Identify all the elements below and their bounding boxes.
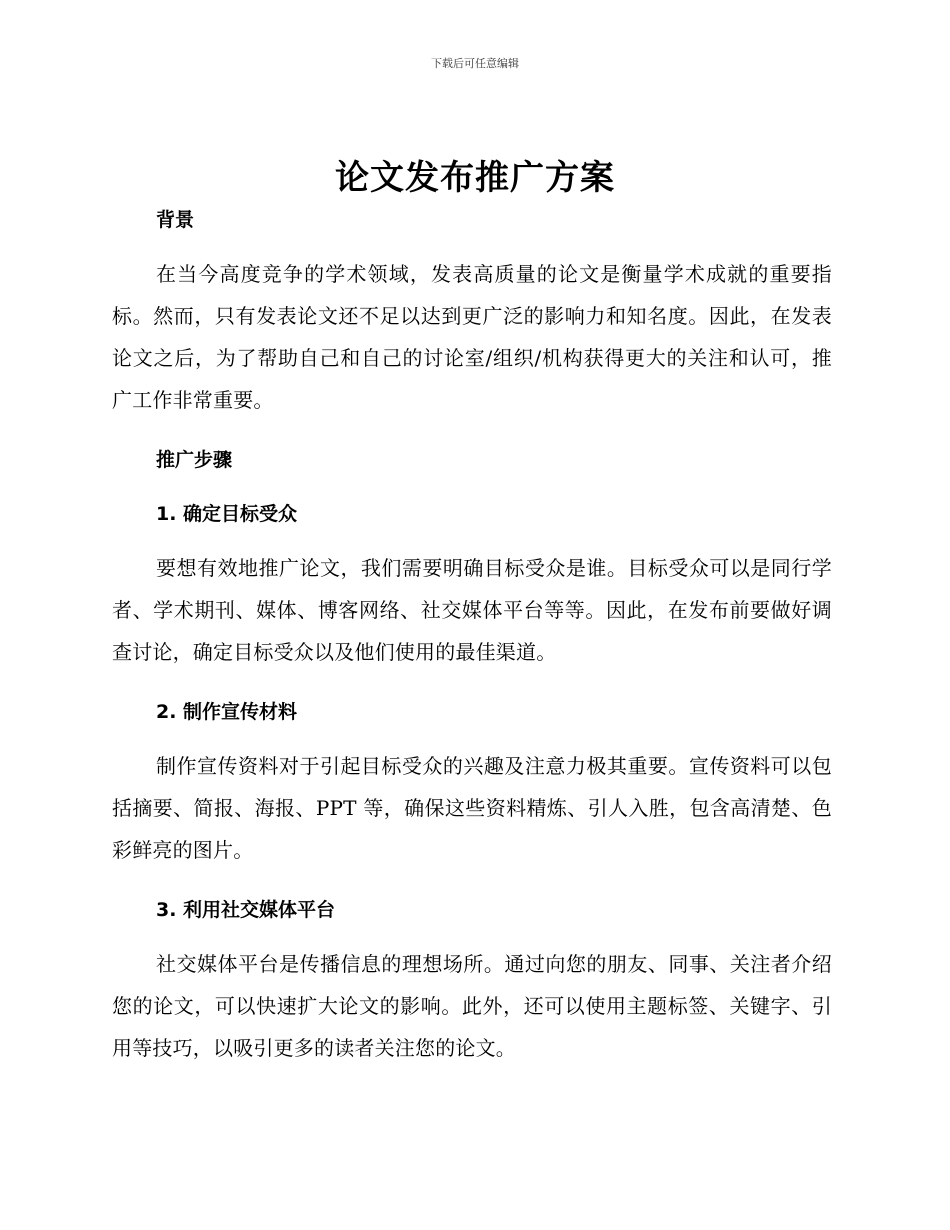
document-body bbox=[112, 205, 832, 1069]
step-heading-2: 2. 制作宣传材料 bbox=[156, 701, 298, 723]
document-title: 论文发布推广方案 bbox=[335, 158, 615, 198]
paragraph-step-2: 制作宣传资料对于引起目标受众的兴趣及注意力极其重要。宣传资料可以包括摘要、简报、海报、PPT 等，确保这些资料精炼、引人入胜，包含高清楚、色彩鲜亮的图片。 bbox=[112, 754, 832, 862]
paragraph-background: 在当今高度竞争的学术领域，发表高质量的论文是衡量学术成就的重要指标。然而，只有发表论文还不足以达到更广泛的影响力和知名度。因此，在发表论文之后，为了帮助自己和自己的讨论室/组织/机构获得更大的关注和认可，推广工作非常重要。 bbox=[112, 262, 832, 412]
paragraph-step-1: 要想有效地推广论文，我们需要明确目标受众是谁。目标受众可以是同行学者、学术期刊、媒体、博客网络、社交媒体平台等等。因此，在发布前要做好调查讨论，确定目标受众以及他们使用的最佳渠道。 bbox=[112, 556, 832, 664]
paragraph-step-3: 社交媒体平台是传播信息的理想场所。通过向您的朋友、同事、关注者介绍您的论文，可以快速扩大论文的影响。此外，还可以使用主题标签、关键字、引用等技巧，以吸引更多的读者关注您的论文。 bbox=[112, 952, 832, 1060]
header-note: 下载后可任意编辑 bbox=[431, 57, 519, 70]
step-heading-3: 3. 利用社交媒体平台 bbox=[156, 899, 336, 921]
step-heading-1: 1. 确定目标受众 bbox=[156, 503, 298, 525]
section-heading-steps: 推广步骤 bbox=[156, 449, 233, 471]
section-heading-background: 背景 bbox=[156, 209, 195, 231]
